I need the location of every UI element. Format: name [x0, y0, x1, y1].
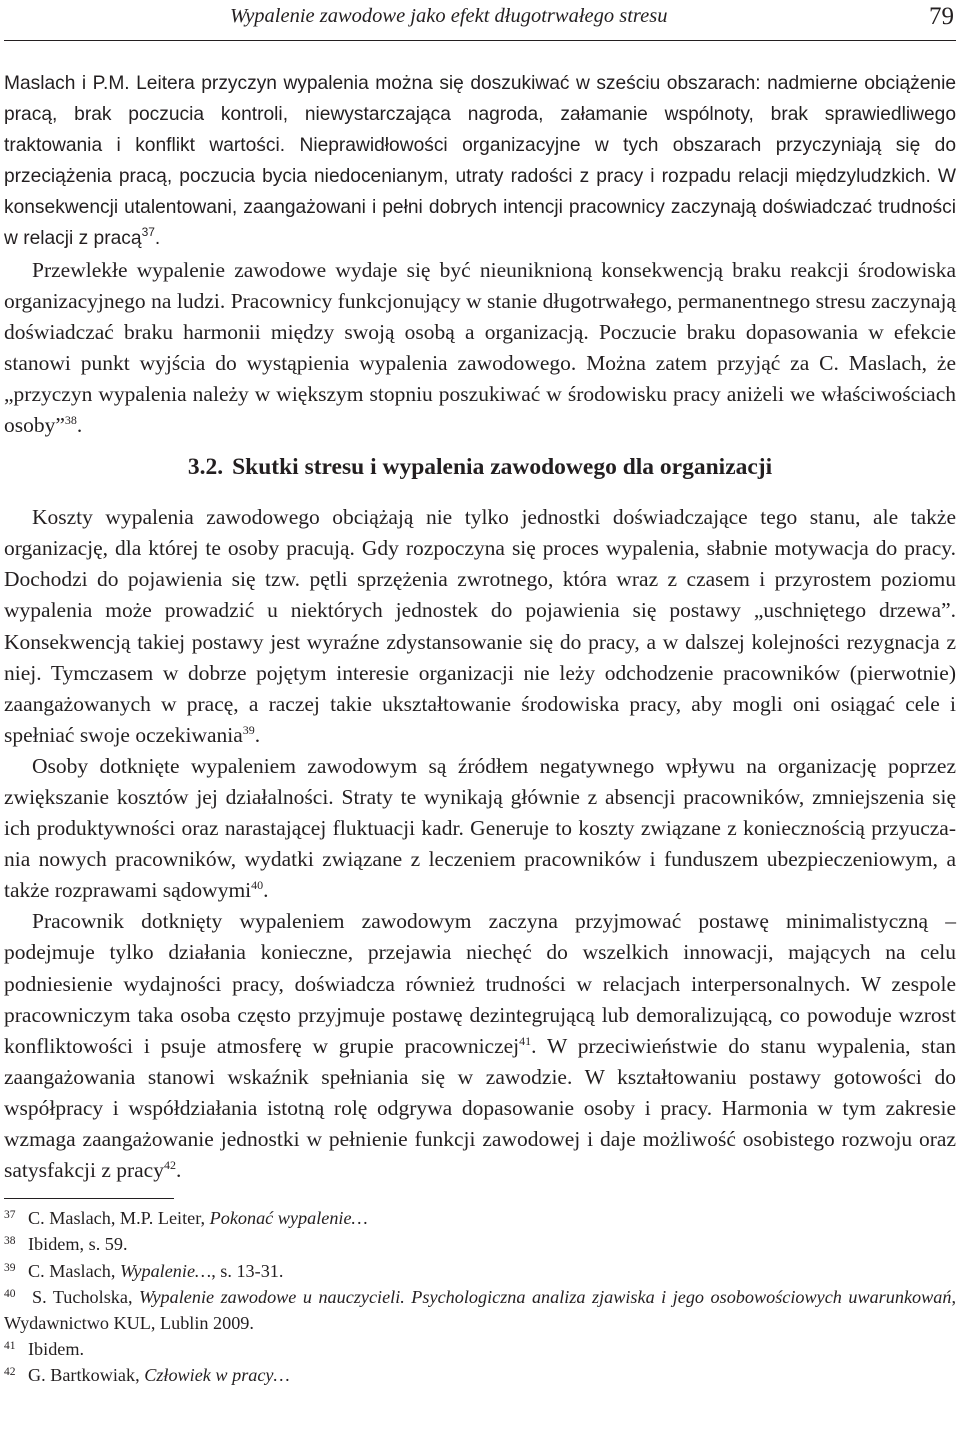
- footnote-text: Ibidem.: [28, 1339, 85, 1360]
- section-heading: [4, 451, 956, 483]
- footnote-text: S. Tucholska,: [32, 1286, 139, 1307]
- footnote: 42 G. Bartkowiak, Człowiek w pracy…: [4, 1365, 290, 1386]
- paragraph: Pracownik dotknięty wypaleniem zawodowym zaczyna przyjmować postawę minimalistyczną – podejmuje tylko działania konieczne, przejawia niechęć do wszelkich innowacji, mających na celu podniesienie wydajności pracy, doświadcza również trudności w relacjach interpersonalnych. W zespole pracowniczym taka osoba często przyjmuje postawę dezintegrującą lub demoralizującą, co powoduje wzrost konfliktowości i psuje atmosferę w grupie pracowniczej$^{41}$. W przeciwieństwie do stanu wypalenia, stan zaangażowania stanowi wskaźnik spełniania się w zawodzie. W kształtowaniu postawy gotowości do współpracy i współdziałania istotną rolę odgrywa dopasowanie osoby i pracy. Harmonia w tym zakresie wzmaga zaangażowanie jednostki w pełnienie funkcji zawodowej i daje możliwość osobistego rozwoju oraz satysfakcji z pracy$^{42}$.: [4, 909, 956, 1183]
- page-number: 79: [929, 3, 954, 30]
- section-title: Skutki stresu i wypalenia zawodowego dla organizacji: [232, 454, 773, 481]
- footnote-text: C. Maslach,: [28, 1260, 120, 1281]
- footnote-ref[interactable]: 42: [163, 1158, 176, 1173]
- paragraph-text: Maslach i P.M. Leitera przyczyn wypalenia można się doszukiwać w sześciu obszarach: nadmierne obciążenie pracą, brak poczucia kontroli, niewystarczająca nagroda, załamanie wspólnoty, brak sprawiedliwego traktowania i konflikt wartości. Nieprawidłowości organizacyjne w tych obszarach przyczyniają się do przeciążenia pracą, poczucia bycia niedocenianym, utraty radości z pracy i rozpadu relacji międzyludzkich. W konsekwencji utalentowani, zaangażowani i pełni dobrych intencji pracownicy zaczynają doświadczać trudności w relacji z pracą: [4, 73, 956, 250]
- paragraph-continued: Maslach i P.M. Leitera przyczyn wypalenia można się doszukiwać w sześciu obszarach: nadmierne obciążenie pracą, brak poczucia kontroli, niewystarczająca nagroda, załamanie wspólnoty, brak sprawiedliwego traktowania i konflikt wartości. Nieprawidłowości organizacyjne w tych obszarach przyczyniają się do przeciążenia pracą, poczucia bycia niedocenianym, utraty radości z pracy i rozpadu relacji międzyludzkich. W konsekwencji utalentowani, zaangażowani i pełni dobrych intencji pracownicy zaczynają doświadczać trudności w relacji z pracą$^{37}$.: [4, 73, 956, 250]
- paragraph-text: Koszty wypalenia zawodowego obciążają nie tylko jednostki doświadczające tego stanu, ale także organizację, dla której te osoby pracują. Gdy rozpoczyna się proces wypalenia, słabnie motywacja do pracy. Dochodzi do pojawienia się tzw. pętli sprzężenia zwrotnego, która wraz z czasem i przyrostem poziomu wypalenia może prowadzić u niektórych jednostek do pojawienia się postawy „uschniętego drzewa”. Konsekwencją takiej postawy jest wyraźne zdystansowanie się do pracy, a w dalszej kolejności rezygnacja z niej. Tymczasem w dobrze pojętym interesie organizacji nie leży odchodzenie pracowników (pierwotnie) zaangażowanych w pracę, a raczej takie ukształtowanie środowiska pracy, aby mogli oni osiągać cele i spełniać swoje oczekiwania: [4, 505, 956, 747]
- paragraph-text: W przeciwieństwie do stanu wypalenia, stan zaangażowania stanowi wskaźnik spełniania się w zawodzie. W kształtowaniu postawy gotowości do współpracy i współdziałania istotną rolę odgrywa dopasowanie osoby i pracy. Harmonia w tym zakresie wzmaga zaangażowanie jednostki w pełnienie funkcji zawodowej i daje możliwość osobistego rozwoju oraz satysfakcji z pracy: [4, 1033, 956, 1183]
- footnote-divider: [4, 1198, 174, 1199]
- body-text: [4, 68, 956, 1186]
- footnote-ref[interactable]: 37: [141, 225, 155, 240]
- document-page: [4, 0, 956, 1389]
- footnote-title: Wypalenie zawodowe u nauczycieli. Psychologiczna analiza zjawiska i jego osobowościowych uwarunkowań: [139, 1286, 952, 1307]
- footnote: 38 Ibidem, s. 59.: [4, 1234, 128, 1255]
- footnote-text: , s. 13-31.: [211, 1260, 284, 1281]
- paragraph: Koszty wypalenia zawodowego obciążają nie tylko jednostki doświadczające tego stanu, ale także organizację, dla której te osoby pracują. Gdy rozpoczyna się proces wypalenia, słabnie motywacja do pracy. Dochodzi do pojawienia się tzw. pętli sprzężenia zwrotnego, która wraz z czasem i przyrostem poziomu wypalenia może prowadzić u niektórych jednostek do pojawienia się postawy „uschniętego drzewa”. Konsekwencją takiej postawy jest wyraźne zdystansowanie się do pracy, a w dalszej kolejności rezygnacja z niej. Tymczasem w dobrze pojętym interesie organizacji nie leży odchodzenie pracowników (pierwotnie) zaangażowanych w pracę, a raczej takie ukształtowanie środowiska pracy, aby mogli oni osiągać cele i spełniać swoje oczekiwania$^{39}$.: [4, 505, 956, 747]
- footnote-text: G. Bartkowiak,: [28, 1365, 145, 1386]
- paragraph-text: Przewlekłe wypalenie zawodowe wydaje się być nieuniknioną konsekwencją braku reakcji środowiska organizacyjnego na ludzi. Pracownicy funkcjonujący w stanie długotrwałego, permanentnego stresu zaczynają doświadczać braku harmonii między swoją osobą a organizacją. Poczucie braku dopasowania w efekcie stanowi punkt wyjścia do wystąpienia wypalenia zawodowego. Można zatem przyjąć za C. Maslach, że „przyczyn wypalenia należy w większym stopniu poszukiwać w środowisku pracy aniżeli we właściwościach osoby”: [4, 257, 956, 438]
- section-number: 3.2.: [187, 454, 224, 481]
- paragraph: Osoby dotknięte wypaleniem zawodowym są źródłem negatywnego wpływu na organizację poprzez zwiększanie kosztów jej działalności. Straty te wynikają głównie z absencji pracowników, zmniejszenia się ich produktywności oraz narastającej fluktuacji kadr. Generuje to koszty związane z koniecznością przyuczania nowych pracowników, wydatki związane z leczeniem pracowników i funduszem ubezpieczeniowym, a także rozprawami sądowymi$^{40}$.: [4, 753, 956, 903]
- footnote-ref[interactable]: 41: [519, 1033, 532, 1048]
- paragraph: Przewlekłe wypalenie zawodowe wydaje się być nieuniknioną konsekwencją braku reakcji środowiska organizacyjnego na ludzi. Pracownicy funkcjonujący w stanie długotrwałego, permanentnego stresu zaczynają doświadczać braku harmonii między swoją osobą a organizacją. Poczucie braku dopasowania w efekcie stanowi punkt wyjścia do wystąpienia wypalenia zawodowego. Można zatem przyjąć za C. Maslach, że „przyczyn wypalenia należy w większym stopniu poszukiwać w środowisku pracy aniżeli we właściwościach osoby”$^{38}$.: [4, 257, 956, 438]
- footnote-text: , Wydawnictwo KUL, Lublin 2009.: [4, 1286, 956, 1333]
- footnote-ref[interactable]: 39: [242, 722, 255, 737]
- footnote: 37 C. Maslach, M.P. Leiter, Pokonać wypalenie…: [4, 1208, 368, 1229]
- footnotes: [4, 1205, 956, 1388]
- footnote-text: Ibidem, s. 59.: [28, 1234, 128, 1255]
- footnote-title: Wypalenie…: [119, 1260, 212, 1281]
- paragraph-text: Osoby dotknięte wypaleniem zawodowym są źródłem negatywnego wpływu na organizację poprzez zwiększanie kosztów jej działalności. Straty te wynikają głównie z absencji pracowników, zmniejszenia się ich produktywności oraz narastającej fluktuacji kadr. Generuje to koszty związane z koniecznością przyuczania nowych pracowników, wydatki związane z leczeniem pracowników i funduszem ubezpieczeniowym, a także rozprawami sądowymi: [4, 753, 956, 903]
- running-header: [4, 0, 956, 41]
- footnote: 41 Ibidem.: [4, 1339, 85, 1360]
- footnote-text: C. Maslach, M.P. Leiter,: [28, 1208, 210, 1229]
- footnote: 39 C. Maslach, Wypalenie…, s. 13-31.: [4, 1260, 284, 1281]
- footnote-title: Pokonać wypalenie…: [209, 1208, 368, 1229]
- footnote: 40 S. Tucholska, Wypalenie zawodowe u nauczycieli. Psychologiczna analiza zjawiska i jego osobowościowych uwarunkowań, Wydawnictwo KUL, Lublin 2009.: [4, 1286, 956, 1333]
- footnote-ref[interactable]: 40: [251, 878, 264, 893]
- paragraph-text: Pracownik dotknięty wypaleniem zawodowym zaczyna przyjmować postawę minimalistyczną – podejmuje tylko działania konieczne, przejawia niechęć do wszelkich innowacji, mających na celu podniesienie wydajności pracy, doświadcza również trudności w relacjach interpersonalnych. W zespole pracowniczym taka osoba często przyjmuje postawę dezintegrującą lub demoralizującą, co powoduje wzrost konfliktowości i psuje atmosferę w grupie pracowniczej: [4, 909, 956, 1058]
- footnote-title: Człowiek w pracy…: [144, 1365, 290, 1386]
- running-title: Wypalenie zawodowe jako efekt długotrwałego stresu: [230, 5, 668, 27]
- footnote-ref[interactable]: 38: [64, 413, 77, 428]
